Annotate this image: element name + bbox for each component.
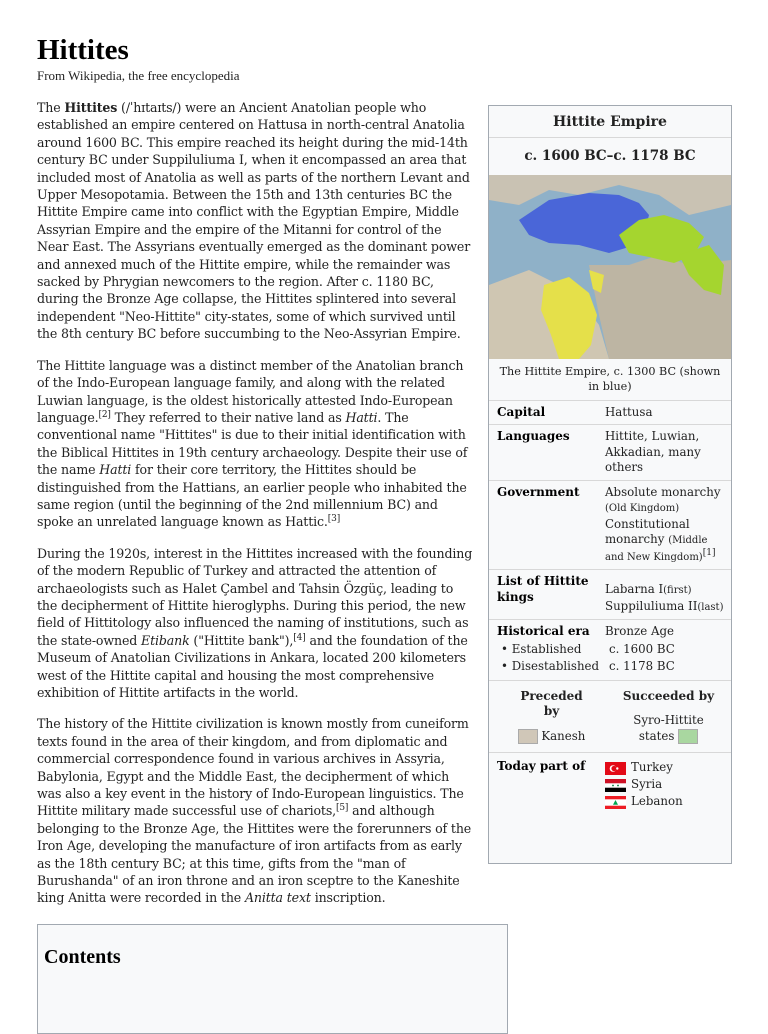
citation-ref[interactable]: [3] [327,514,341,525]
page-subtitle: From Wikipedia, the free encyclopedia [37,68,240,83]
era-main [489,623,731,641]
today-value [605,759,725,810]
succeeded-label: Succeeded by [622,688,715,703]
king-last-note: (last) [697,601,724,613]
infobox [488,105,732,864]
infobox-title: Hittite Empire [489,106,731,138]
term-hatti: Hatti [99,462,132,478]
succession-row [489,681,731,754]
contents-title: Contents [44,946,121,968]
syro-hittite-thumbnail-icon [678,729,698,744]
era-label[interactable]: Historical era [497,624,590,638]
text: The [37,100,65,115]
text: and the foundation of the Museum of Anatolian Civilizations in Ankara, located 200 kilometers west of the Hittite capital and housing the most comprehensive exhibition of Hittite artifacts in the world. [37,632,468,700]
established-value: c. 1600 BC [609,641,675,656]
gov-absolute[interactable]: Absolute monarchy [605,484,721,499]
row-era [489,620,731,681]
succeeded-col [610,689,727,745]
paragraph-1920s [37,545,475,702]
languages-value[interactable]: Hittite, Luwian, Akkadian, many others [605,429,701,474]
kings-label[interactable]: List of Hittite kings [497,574,589,604]
era-established [489,641,731,659]
languages-label: Languages [497,429,570,443]
row-government [489,481,731,571]
gov-constitutional[interactable]: Constitutional monarchy [605,516,690,546]
preceded-label: Preceded by [520,688,583,718]
text: They referred to their native land as [110,409,346,425]
citation-ref[interactable]: [2] [98,409,111,420]
country-name[interactable]: Turkey [631,760,673,774]
text: for their core territory, the Hittites should be distinguished from the Hattians, an earlier people who inhabited the same region (until the beginning of the 2nd millennium BC) and spoke an unrelated language known as Hattic. [37,462,467,530]
text: were an Ancient Anatolian people who established an empire centered on Hattusa in north-central Anatolia around 1600 BC. This empire reached its height during the mid-14th century BC under Suppiluliuma I, when it encompassed an area that included most of Anatolia as well as parts of the northern Levant and Upper Mesopotamia. Between the 15th and 13th centuries BC the Hittite Empire came into conflict with the Egyptian Empire, Middle Assyrian Empire and the empire of the Mitanni for control of the Near East. The Assyrians eventually emerged as the dominant power and annexed much of the Hittite empire, while the remainder was sacked by Phrygian newcomers to the region. After c. 1180 BC, during the Bronze Age collapse, the Hittites splintered into several independent "Neo-Hittite" city-states, some of which survived until the 8th century BC before succumbing to the Neo-Assyrian Empire. [37,100,471,342]
country-lebanon[interactable] [605,793,725,810]
paragraph-language [37,357,475,531]
country-syria[interactable] [605,776,725,793]
gov-note-new: (Middle and New Kingdom) [605,535,708,563]
text: ("Hittite bank"), [189,632,294,648]
text: The history of the Hittite civilization is known mostly from cuneiform texts found in the area of their kingdom, and from diplomatic and commercial correspondence found in various archives in Assyria, Babylonia, Egypt and the Middle East, the decipherment of which was also a key event in the history of Indo-European linguistics. The Hittite military made successful use of chariots, [37,716,469,819]
turkey-flag-icon [605,762,626,775]
text: The Hittite language was a distinct member of the Anatolian branch of the Indo-European language family, and along with the related Luwian language, is the oldest historically attested Indo-European language. [37,357,464,425]
syria-flag-icon [605,779,626,792]
table-of-contents [37,924,508,1034]
article-subject: Hittites [64,100,118,115]
today-label: Today part of [497,759,586,773]
king-first[interactable]: Labarna I [605,582,664,596]
row-capital [489,401,731,426]
empire-map[interactable] [489,175,731,359]
king-last[interactable]: Suppiluliuma II [605,598,698,613]
term-hatti: Hatti [345,409,378,425]
preceded-name[interactable]: Kanesh [541,728,586,743]
infobox-dates: c. 1600 BC–c. 1178 BC [524,147,696,164]
country-name[interactable]: Lebanon [631,794,683,808]
government-label: Government [497,484,580,499]
era-value[interactable]: Bronze Age [605,624,675,638]
text: inscription. [310,890,386,906]
era-disestablished [489,658,731,676]
text: . The conventional name "Hittites" is due to their initial identification with the Biblical Hittites in 19th century archaeology. Despite their use of the name [37,409,468,478]
established-label: Established [511,641,582,656]
disestablished-label-wrap: • Disestablished [501,659,600,673]
pronunciation[interactable]: (/ˈhɪtaɪts/) [117,100,182,115]
established-label-wrap: • Established [501,641,582,656]
lebanon-flag-icon [605,796,626,809]
text: During the 1920s, interest in the Hittites increased with the founding of the modern Republic of Turkey and attracted the attention of archaeologists such as Halet Çambel and Tahsin Özgüç, leading to the decipherment of Hittite hieroglyphs. During this period, the new field of Hittitology also influenced the naming of institutions, such as the state-owned [37,545,473,648]
term-etibank: Etibank [141,632,190,648]
disestablished-label: Disestablished [511,659,600,673]
disestablished-value: c. 1178 BC [609,659,675,673]
citation-ref[interactable]: [5] [336,803,349,814]
capital-value[interactable]: Hattusa [605,404,653,419]
country-turkey[interactable] [605,759,725,776]
map-caption: The Hittite Empire, c. 1300 BC (shown in blue) [489,359,731,401]
citation-ref[interactable]: [4] [293,632,306,643]
term-anitta-text: Anitta text [244,890,311,906]
row-today [489,753,731,814]
government-value [605,485,725,566]
text: and although belonging to the Bronze Age, the Hittites were the forerunners of the Iron Age, developing the manufacture of iron artifacts from as early as the 18th century BC; at this time, gifts from the "man of Burushanda" of an iron throne and an iron sceptre to the Kaneshite king Anitta were recorded in the [37,803,472,906]
succeeded-name[interactable]: Syro-Hittite states [633,713,704,743]
row-languages [489,425,731,481]
country-name[interactable]: Syria [631,777,663,791]
paragraph-intro [37,99,475,343]
kanesh-thumbnail-icon [518,729,538,744]
king-first-note: (first) [663,585,692,596]
page-title: Hittites [37,34,129,66]
paragraph-history [37,715,475,906]
succeeded-item[interactable] [610,713,727,744]
row-kings [489,570,731,620]
preceded-col [493,689,610,745]
kings-value [605,574,725,615]
preceded-item[interactable] [493,729,610,745]
capital-label: Capital [497,404,546,419]
gov-note-old: (Old Kingdom) [605,503,680,514]
article-body [37,99,475,921]
citation-ref[interactable]: [1] [702,547,716,558]
